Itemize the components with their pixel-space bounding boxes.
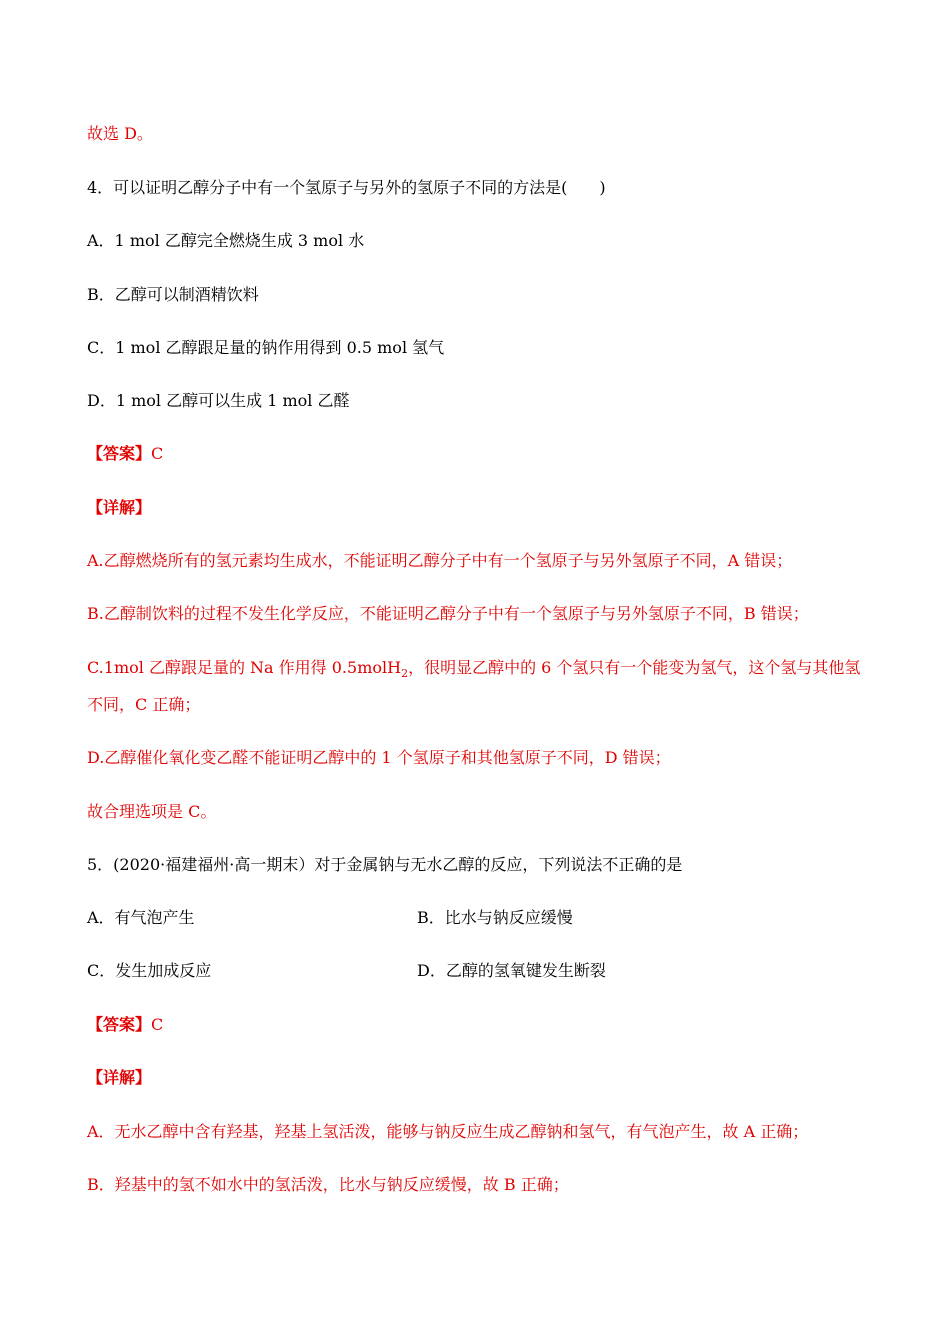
q5-option-d: D．乙醇的氢氧键发生断裂	[417, 961, 606, 980]
q4-explain-b: B.乙醇制饮料的过程不发生化学反应，不能证明乙醇分子中有一个氢原子与另外氢原子不同，B 错误；	[87, 604, 809, 623]
q5-answer	[87, 1014, 163, 1036]
answer-value: C	[151, 444, 164, 463]
answer-value: C	[151, 1015, 164, 1034]
q4-explain-c	[87, 657, 860, 685]
q5-option-b: B．比水与钠反应缓慢	[417, 908, 573, 927]
q5-stem: 5．(2020·福建福州·高一期末）对于金属钠与无水乙醇的反应，下列说法不正确的是	[87, 855, 683, 874]
answer-label: 【答案】	[87, 444, 152, 463]
q3-conclusion: 故选 D。	[87, 124, 153, 143]
q4-option-a: A．1 mol 乙醇完全燃烧生成 3 mol 水	[87, 231, 365, 250]
q5-option-c: C．发生加成反应	[87, 961, 212, 980]
q4-answer	[87, 443, 163, 465]
q4-conclusion: 故合理选项是 C。	[87, 802, 217, 821]
q4-explain-d: D.乙醇催化氧化变乙醛不能证明乙醇中的 1 个氢原子和其他氢原子不同，D 错误；	[87, 748, 671, 767]
answer-label: 【答案】	[87, 1015, 152, 1034]
q4-explain-a: A.乙醇燃烧所有的氢元素均生成水，不能证明乙醇分子中有一个氢原子与另外氢原子不同，A 错误；	[87, 551, 793, 570]
explain-c-subscript: 2	[401, 667, 409, 681]
explain-c-text-rest: ，很明显乙醇中的 6 个氢只有一个能变为氢气，这个氢与其他氢	[408, 658, 861, 677]
q4-explain-c-line2: 不同，C 正确；	[87, 695, 201, 714]
q4-option-d: D．1 mol 乙醇可以生成 1 mol 乙醛	[87, 391, 350, 410]
q5-explain-b: B．羟基中的氢不如水中的氢活泼，比水与钠反应缓慢，故 B 正确；	[87, 1175, 569, 1194]
q5-explain-a: A．无水乙醇中含有羟基，羟基上氢活泼，能够与钠反应生成乙醇钠和氢气，有气泡产生，故 A 正确；	[87, 1122, 809, 1141]
explain-c-text: C.1mol 乙醇跟足量的 Na 作用得 0.5molH	[87, 658, 402, 677]
q5-option-a: A．有气泡产生	[87, 908, 195, 927]
q4-option-b: B．乙醇可以制酒精饮料	[87, 285, 259, 304]
q5-detail-label: 【详解】	[87, 1068, 152, 1087]
q4-detail-label: 【详解】	[87, 498, 152, 517]
q4-option-c: C．1 mol 乙醇跟足量的钠作用得到 0.5 mol 氢气	[87, 338, 445, 357]
q4-stem: 4．可以证明乙醇分子中有一个氢原子与另外的氢原子不同的方法是( )	[87, 178, 606, 197]
